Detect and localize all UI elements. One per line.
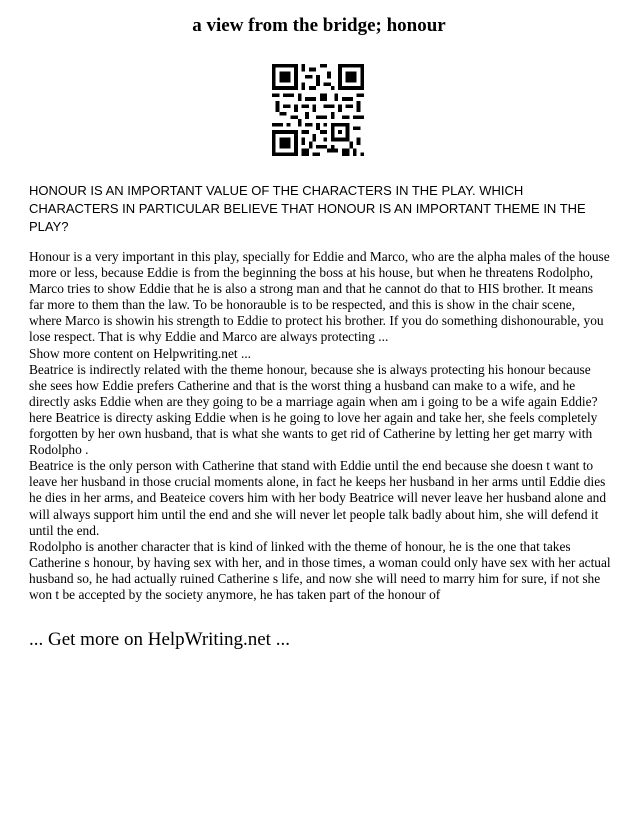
page-title: a view from the bridge; honour xyxy=(192,15,446,36)
essay-question: HONOUR IS AN IMPORTANT VALUE OF THE CHARACTERS IN THE PLAY. WHICH CHARACTERS IN PARTICULAR BELIEVE THAT HONOUR IS AN IMPORTANT THEME IN THE PLAY? xyxy=(29,183,586,234)
show-more-link[interactable]: Show more content on Helpwriting.net ... xyxy=(29,345,252,361)
paragraph: Rodolpho is another character that is kind of linked with the theme of honour, he is the one that takes Catherine s honour, by having sex with her, and in those times, a woman could only have sex with her actual husband so, he had actually ruined Catherine s life, and now she will need to marry him for sure, if not she won t be accepted by the society anymore, he has taken part of the honour of xyxy=(29,538,611,602)
paragraph: Honour is a very important in this play, specially for Eddie and Marco, who are the alpha males of the house more or less, because Eddie is from the beginning the boss at his house, but when he threatens Rodolpho, Marco tries to show Eddie that he is also a strong man and that he cannot do that to HIS brother. It means far more to them than the law. To be honorauble is to be respected, and this is show in the chair scene, where Marco is showin his strength to Eddie to protect his brother. If you do something dishonourable, you lose respect. That is why Eddie and Marco are always protecting ... xyxy=(29,249,610,345)
paragraph: Beatrice is the only person with Catherine that stand with Eddie until the end because she doesn t want to leave her husband in those crucial moments alone, in fact he keeps her husband in her arms until Eddie dies he dies in her arms, and Beateice covers him with her body Beatrice will never leave her husband alone and will always support him until the end and she will never let people talk badly about him, she will defend it until the end. xyxy=(29,458,607,538)
get-more-link[interactable]: ... Get more on HelpWriting.net ... xyxy=(29,629,290,650)
qr-code-icon[interactable] xyxy=(272,64,364,156)
essay-body xyxy=(29,249,611,603)
paragraph: Beatrice is indirectly related with the theme honour, because she is always protecting his honour because she sees how Eddie prefers Catherine and that is the worst thing a husband can make to a wife, and he directly asks Eddie when are they going to be a marriage again when am i going to be a wife again Eddie? here Beatrice is directy asking Eddie when is he going to love her again and take her, she feels completely forgotten by her own husband, that is what she wants to get rid of Catherine by letting her get marry with Rodolpho . xyxy=(29,361,598,458)
